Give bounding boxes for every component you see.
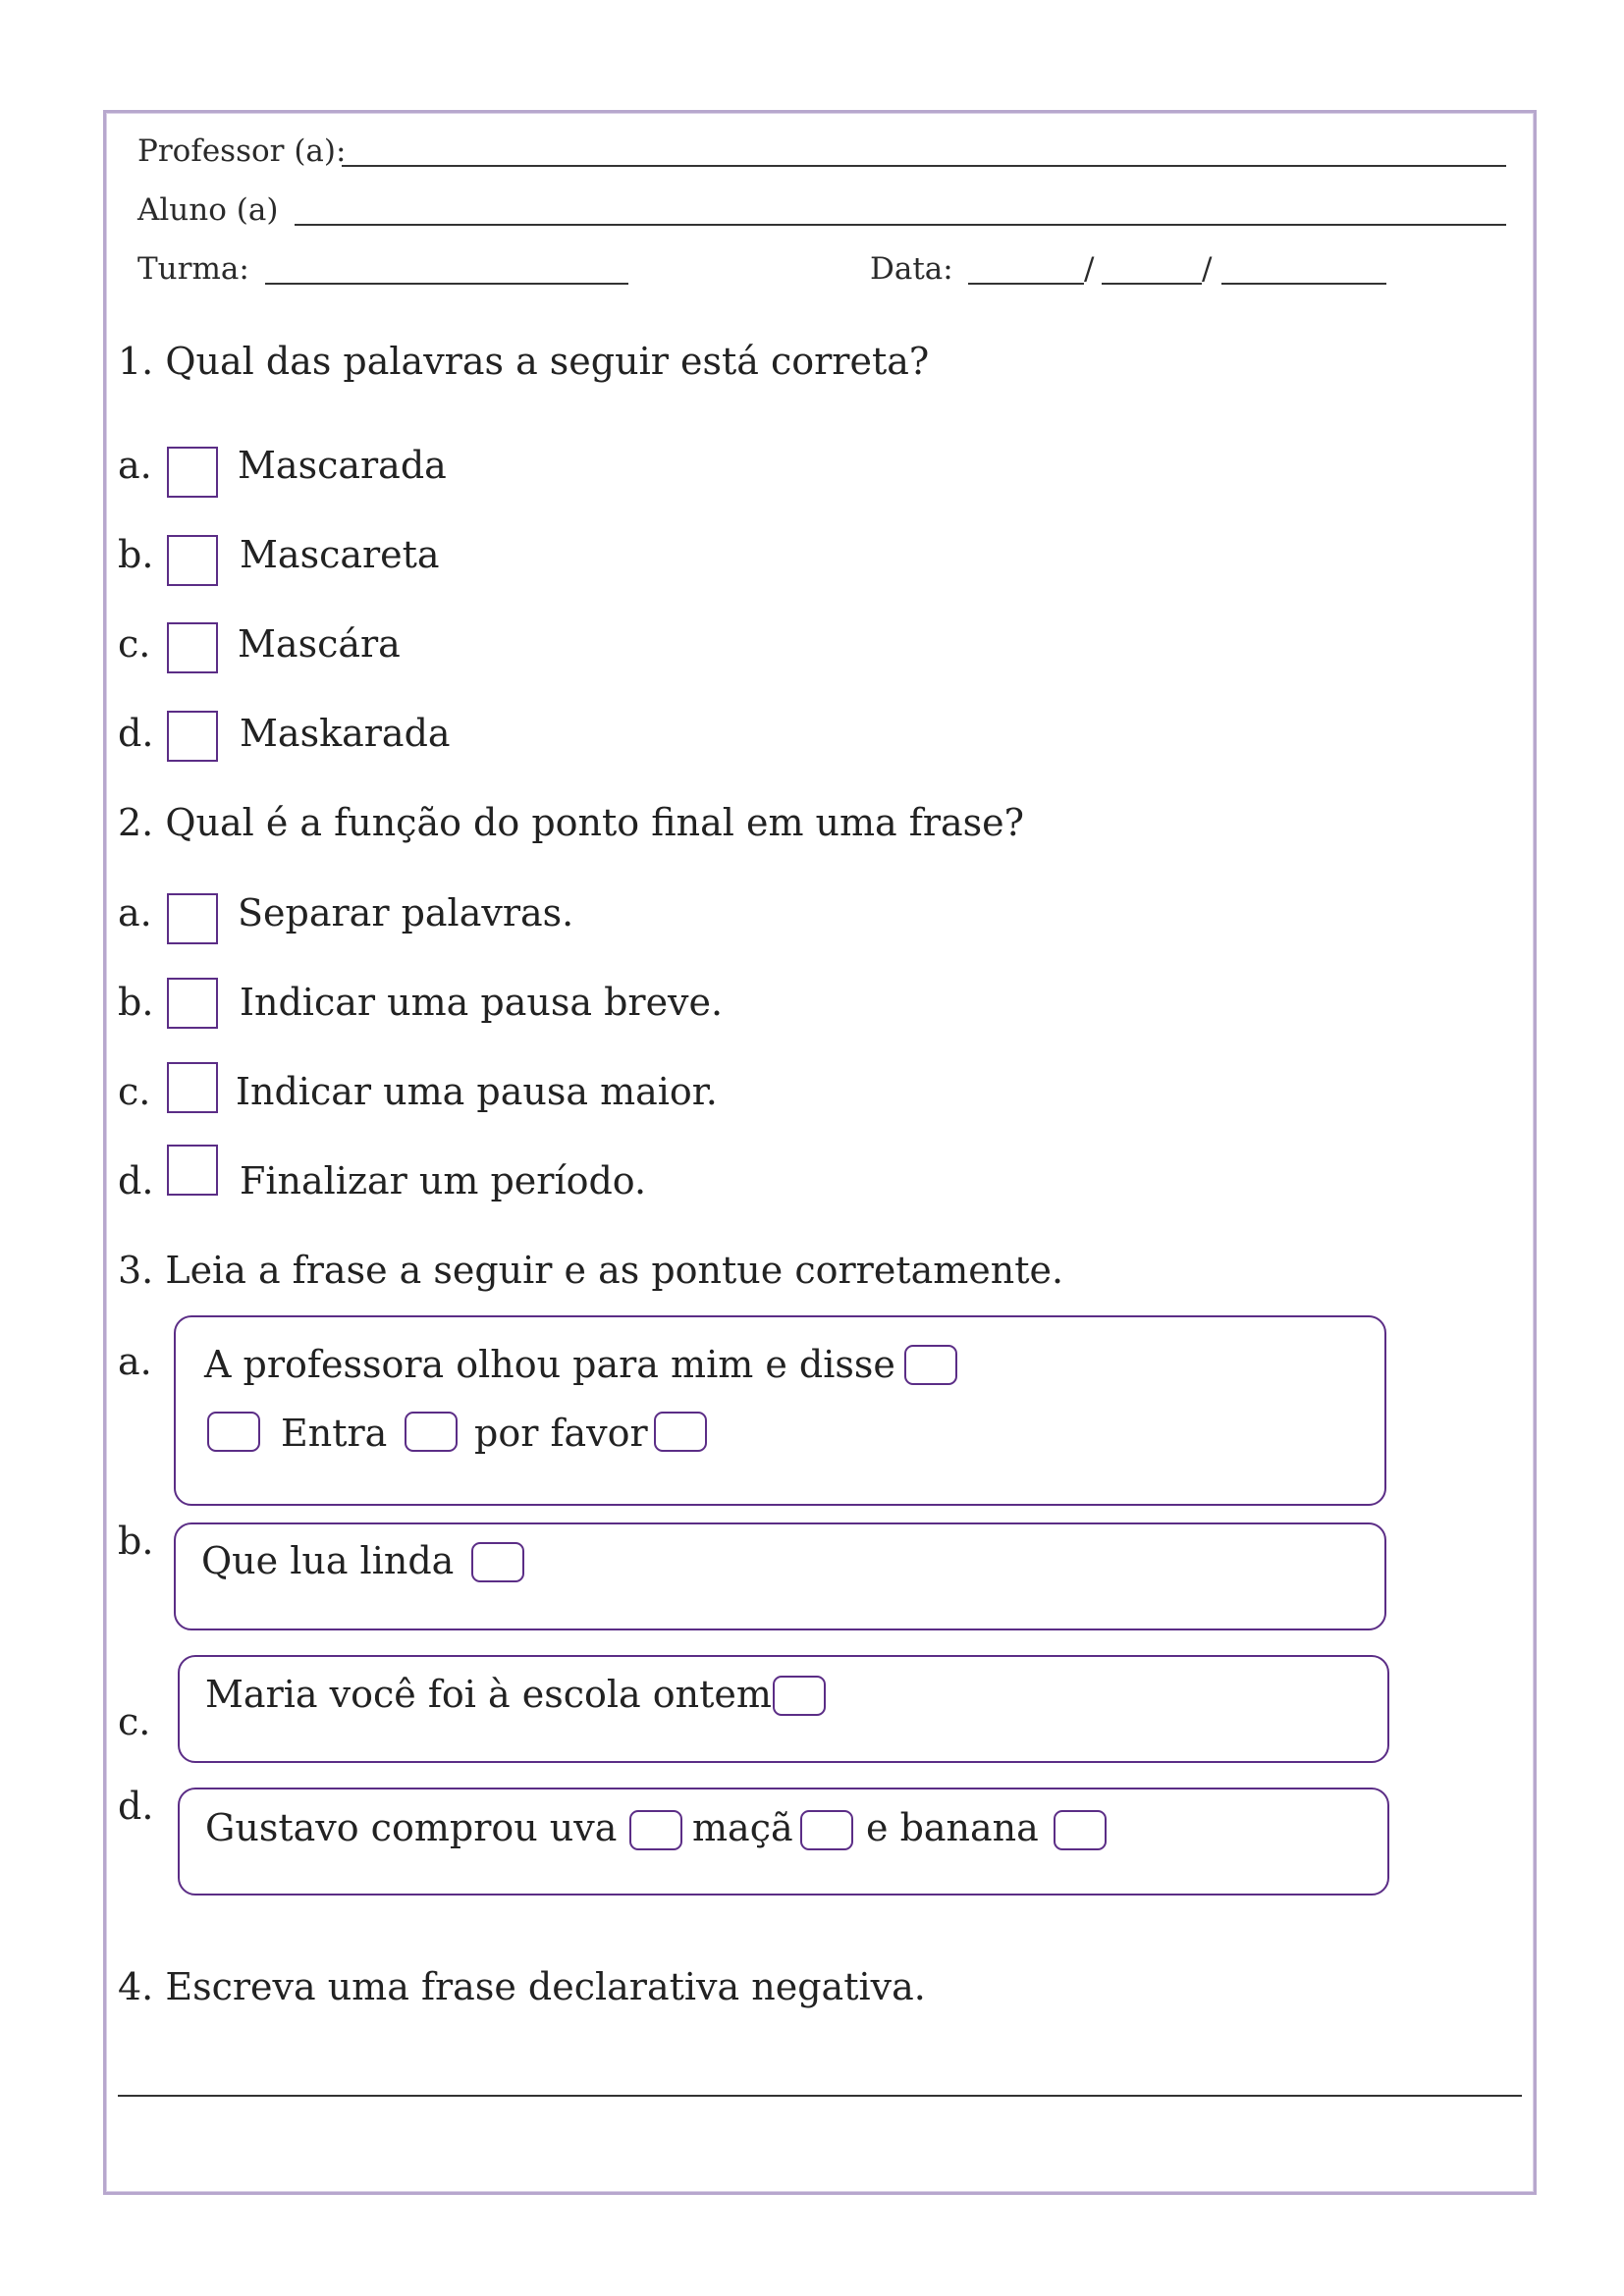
punctuation-box[interactable] (773, 1676, 826, 1716)
option-checkbox[interactable] (167, 711, 218, 762)
option-text: Indicar uma pausa maior. (236, 1070, 718, 1113)
answer-line[interactable] (118, 2095, 1522, 2097)
sentence-text: Maria você foi à escola ontem (205, 1673, 772, 1716)
date-year-field[interactable] (1221, 283, 1386, 285)
option-text: Finalizar um período. (240, 1159, 647, 1202)
date-separator: / (1202, 251, 1213, 287)
punctuation-box[interactable] (1054, 1810, 1107, 1850)
option-checkbox[interactable] (167, 447, 218, 498)
option-letter: b. (118, 533, 154, 576)
punctuation-box[interactable] (904, 1345, 957, 1385)
option-checkbox[interactable] (167, 535, 218, 586)
item-letter: a. (118, 1340, 152, 1383)
punctuation-box[interactable] (207, 1412, 260, 1452)
option-checkbox[interactable] (167, 893, 218, 944)
option-letter: c. (118, 622, 151, 666)
option-checkbox[interactable] (167, 1145, 218, 1196)
option-letter: a. (118, 891, 152, 934)
question-4-prompt: 4. Escreva uma frase declarativa negativa. (118, 1965, 926, 2008)
teacher-field[interactable] (342, 165, 1506, 167)
option-text: Mascarada (238, 444, 447, 487)
teacher-label: Professor (a): (137, 133, 347, 169)
option-text: Mascára (238, 622, 401, 666)
sentence-text: Que lua linda (201, 1539, 455, 1582)
option-checkbox[interactable] (167, 622, 218, 673)
item-letter: c. (118, 1700, 151, 1743)
punctuation-box[interactable] (471, 1542, 524, 1582)
sentence-word: Entra (281, 1412, 388, 1455)
option-text: Mascareta (240, 533, 440, 576)
class-label: Turma: (137, 251, 249, 287)
student-field[interactable] (295, 224, 1506, 226)
punctuation-box[interactable] (629, 1810, 682, 1850)
punctuation-box[interactable] (800, 1810, 853, 1850)
sentence-word: maçã (692, 1806, 793, 1849)
option-letter: d. (118, 1159, 154, 1202)
question-3-prompt: 3. Leia a frase a seguir e as pontue corretamente. (118, 1249, 1064, 1292)
date-month-field[interactable] (1102, 283, 1202, 285)
sentence-text: Gustavo comprou uva (205, 1806, 618, 1849)
sentence-word: por favor (474, 1412, 648, 1455)
question-1-prompt: 1. Qual das palavras a seguir está correta? (118, 340, 930, 383)
option-text: Separar palavras. (238, 891, 574, 934)
option-letter: d. (118, 712, 154, 755)
question-2-prompt: 2. Qual é a função do ponto final em uma frase? (118, 801, 1025, 844)
option-checkbox[interactable] (167, 1062, 218, 1113)
date-day-field[interactable] (968, 283, 1084, 285)
class-field[interactable] (265, 283, 628, 285)
option-text: Indicar uma pausa breve. (240, 981, 724, 1024)
student-label: Aluno (a) (137, 192, 279, 228)
option-text: Maskarada (240, 712, 451, 755)
date-separator: / (1084, 251, 1095, 287)
item-letter: d. (118, 1785, 154, 1828)
option-letter: b. (118, 981, 154, 1024)
option-checkbox[interactable] (167, 978, 218, 1029)
option-letter: c. (118, 1070, 151, 1113)
punctuation-box[interactable] (654, 1412, 707, 1452)
sentence-word: e banana (866, 1806, 1039, 1849)
item-letter: b. (118, 1520, 154, 1563)
option-letter: a. (118, 444, 152, 487)
date-label: Data: (870, 251, 953, 287)
punctuation-box[interactable] (405, 1412, 458, 1452)
sentence-text: A professora olhou para mim e disse (204, 1343, 895, 1386)
